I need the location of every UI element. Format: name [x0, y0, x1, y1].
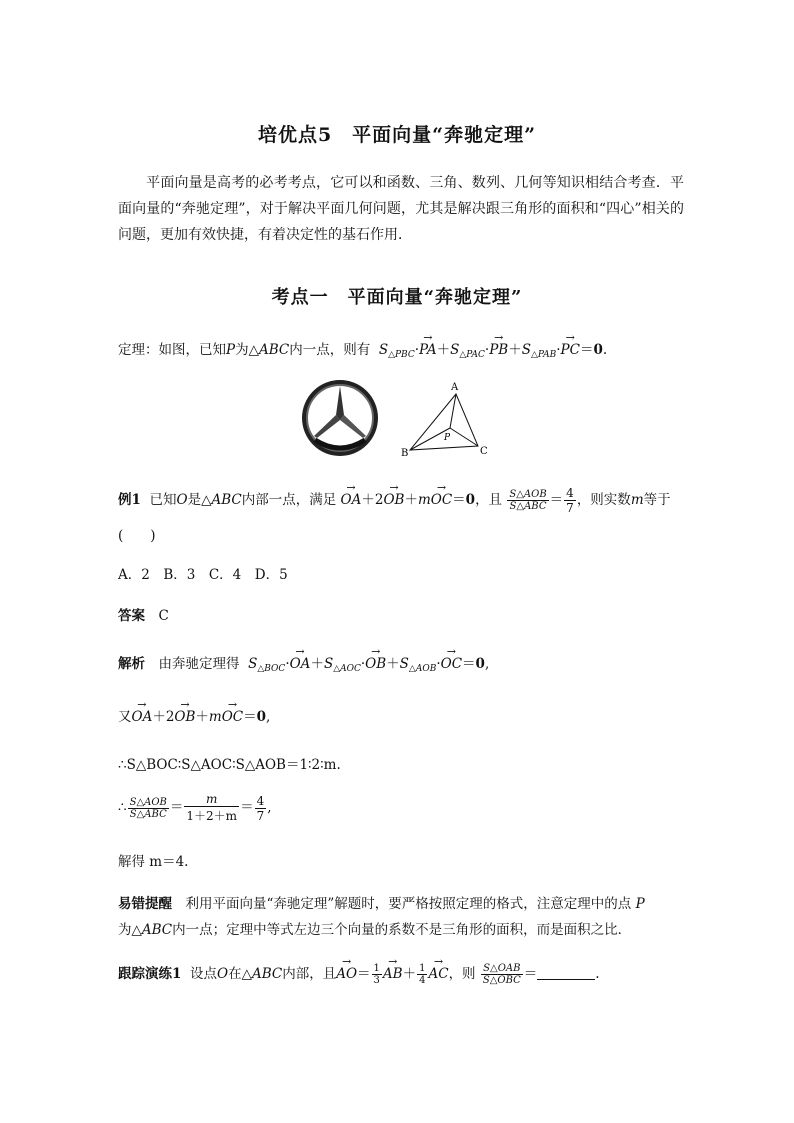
label-p: P: [444, 433, 451, 443]
intro-paragraph: [118, 170, 684, 248]
answer-line: 答案 C: [118, 608, 169, 624]
intro-text: 平面向量是高考的必考考点，它可以和函数、三角、数列、几何等知识相结合考查．平面向量的“奔驰定理”，对于解决平面几何问题，尤其是解决跟三角形的面积和“四心”相关的问题，更加有效快捷，有着决定性的基石作用．: [118, 175, 684, 243]
label-c: C: [480, 446, 488, 457]
practice-1: 跟踪演练1 设点O在△ABC内部，且→ AO＝ $\frac{1}{3}$ → AB＋ $\frac{1}{4}$ → AC，则 $\frac{\text{S△OAB}}{\text{S△OBC}}$ ＝ .: [118, 962, 600, 986]
triangle-diagram: [401, 382, 488, 459]
example-1: 例1 已知O是△ABC内部一点，满足 → OA＋2→ OB＋m→ OC＝0，且 $\frac{\text{S△AOB}}{\text{S△ABC}}$ ＝ $\frac{4}{7}$ ，则实数m等于: [118, 486, 671, 515]
mistake-reminder-1: 易错提醒 利用平面向量“奔驰定理”解题时，要严格按照定理的格式，注意定理中的点 P: [118, 896, 645, 912]
section-title: 考点一 平面向量“奔驰定理”: [271, 287, 523, 308]
answer-paren: ( ): [118, 528, 156, 544]
analysis-formula: $S_{\triangle BOC}\cdot\to OA+S_{\triangle AOC}\cdot\to OB+S_{\triangle AOB}\cdot\to OC=0$,: [244, 656, 489, 672]
benz-logo-icon: [302, 380, 378, 456]
options: A．2 B．3 C．4 D．5: [118, 567, 288, 583]
theorem-figure: [300, 378, 500, 462]
answer-blank[interactable]: [537, 979, 595, 980]
area-ratio-fraction: $\frac{\text{S△AOB}}{\text{S△ABC}}$: [509, 489, 547, 512]
analysis-line-1: 解析 由奔驰定理得 $S_{\triangle BOC}\cdot\to OA+S_{\triangle AOC}\cdot\to OB+S_{\triangle AOB}\cdot\to OC=0$,: [118, 652, 489, 674]
analysis-line-2: 又→ OA＋2→ OB＋m→ OC＝0,: [118, 705, 270, 725]
theorem-formula: $S_{\triangle PBC}\cdot\to PA+S_{\triangle PAC}\cdot\to PB+S_{\triangle PAB}\cdot\to PC=0$.: [375, 342, 608, 358]
analysis-ratio: ∴S△BOC∶S△AOC∶S△AOB＝1∶2∶m.: [118, 757, 341, 773]
analysis-solve: 解得 m＝4.: [118, 854, 189, 870]
label-b: B: [401, 448, 409, 459]
label-a: A: [451, 382, 459, 393]
page-title: 培优点5 平面向量“奔驰定理”: [257, 124, 537, 146]
ratio-value: $\frac{4}{7}$: [566, 486, 574, 515]
example-1-condition: → OA＋2→ OB＋m→ OC＝0: [341, 492, 476, 508]
mistake-reminder-2: 为△ABC内一点；定理中等式左边三个向量的系数不是三角形的面积，而是面积之比．: [118, 922, 632, 938]
theorem-line: 定理：如图，已知P为△ABC内一点，则有 $S_{\triangle PBC}\cdot\to PA+S_{\triangle PAC}\cdot\to PB+S_{\triangle PAB}\cdot\to PC=0$.: [118, 338, 607, 360]
practice-area-ratio: $\frac{\text{S△OAB}}{\text{S△OBC}}$: [482, 963, 521, 986]
analysis-fraction-line: ∴ $\frac{\text{S△AOB}}{\text{S△ABC}}$ ＝ $\frac{m}{1+2+m}$ ＝ $\frac{4}{7}$ ,: [118, 792, 272, 823]
